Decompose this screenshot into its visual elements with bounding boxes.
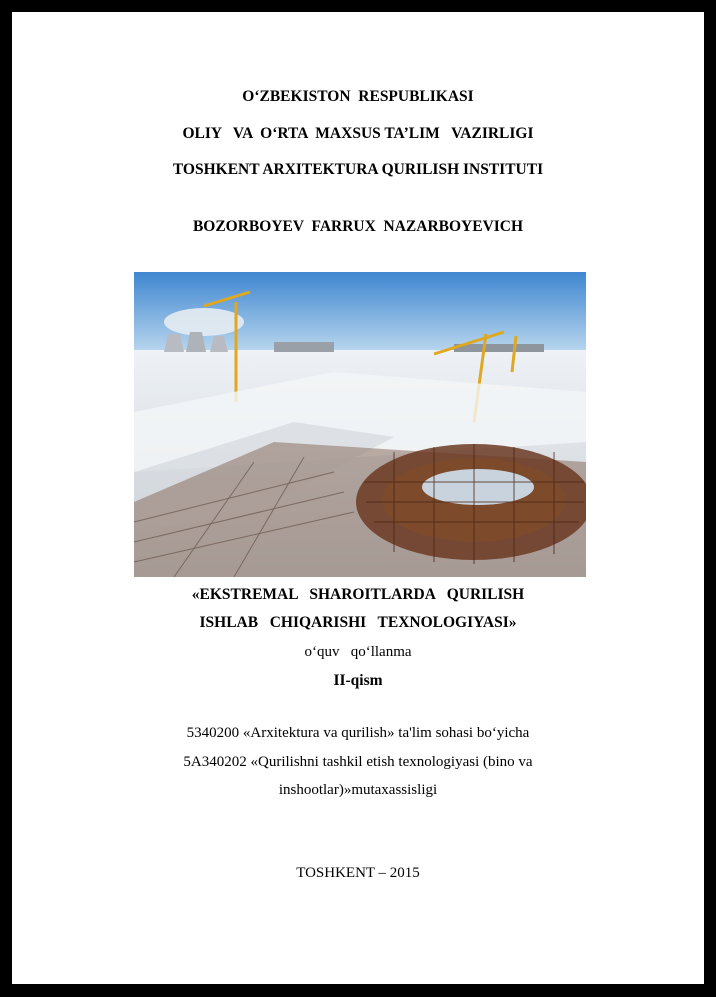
- ministry-country: O‘ZBEKISTON RESPUBLIKASI: [242, 88, 474, 105]
- title-line-1: «EKSTREMAL SHAROITLARDA QURILISH: [191, 586, 525, 603]
- title-line-2: ISHLAB CHIQARISHI TEXNOLOGIYASI»: [199, 614, 517, 631]
- specialty-line-1: 5340200 «Arxitektura va qurilish» ta'lim sohasi bo‘yicha: [186, 725, 530, 741]
- cover-photo: [134, 272, 586, 577]
- author-name: BOZORBOYEV FARRUX NAZARBOYEVICH: [192, 218, 524, 235]
- specialty-line-3: inshootlar)»mutaxassisligi: [278, 782, 438, 798]
- document-type: o‘quv qo‘llanma: [304, 644, 412, 660]
- part-label: II-qism: [333, 672, 383, 689]
- place-and-year: TOSHKENT – 2015: [296, 865, 420, 881]
- institute-name: TOSHKENT ARXITEKTURA QURILISH INSTITUTI: [172, 161, 544, 178]
- specialty-line-2: 5A340202 «Qurilishni tashkil etish texnologiyasi (bino va: [183, 754, 533, 770]
- ministry-name: OLIY VA O‘RTA MAXSUS TA’LIM VAZIRLIGI: [182, 125, 534, 142]
